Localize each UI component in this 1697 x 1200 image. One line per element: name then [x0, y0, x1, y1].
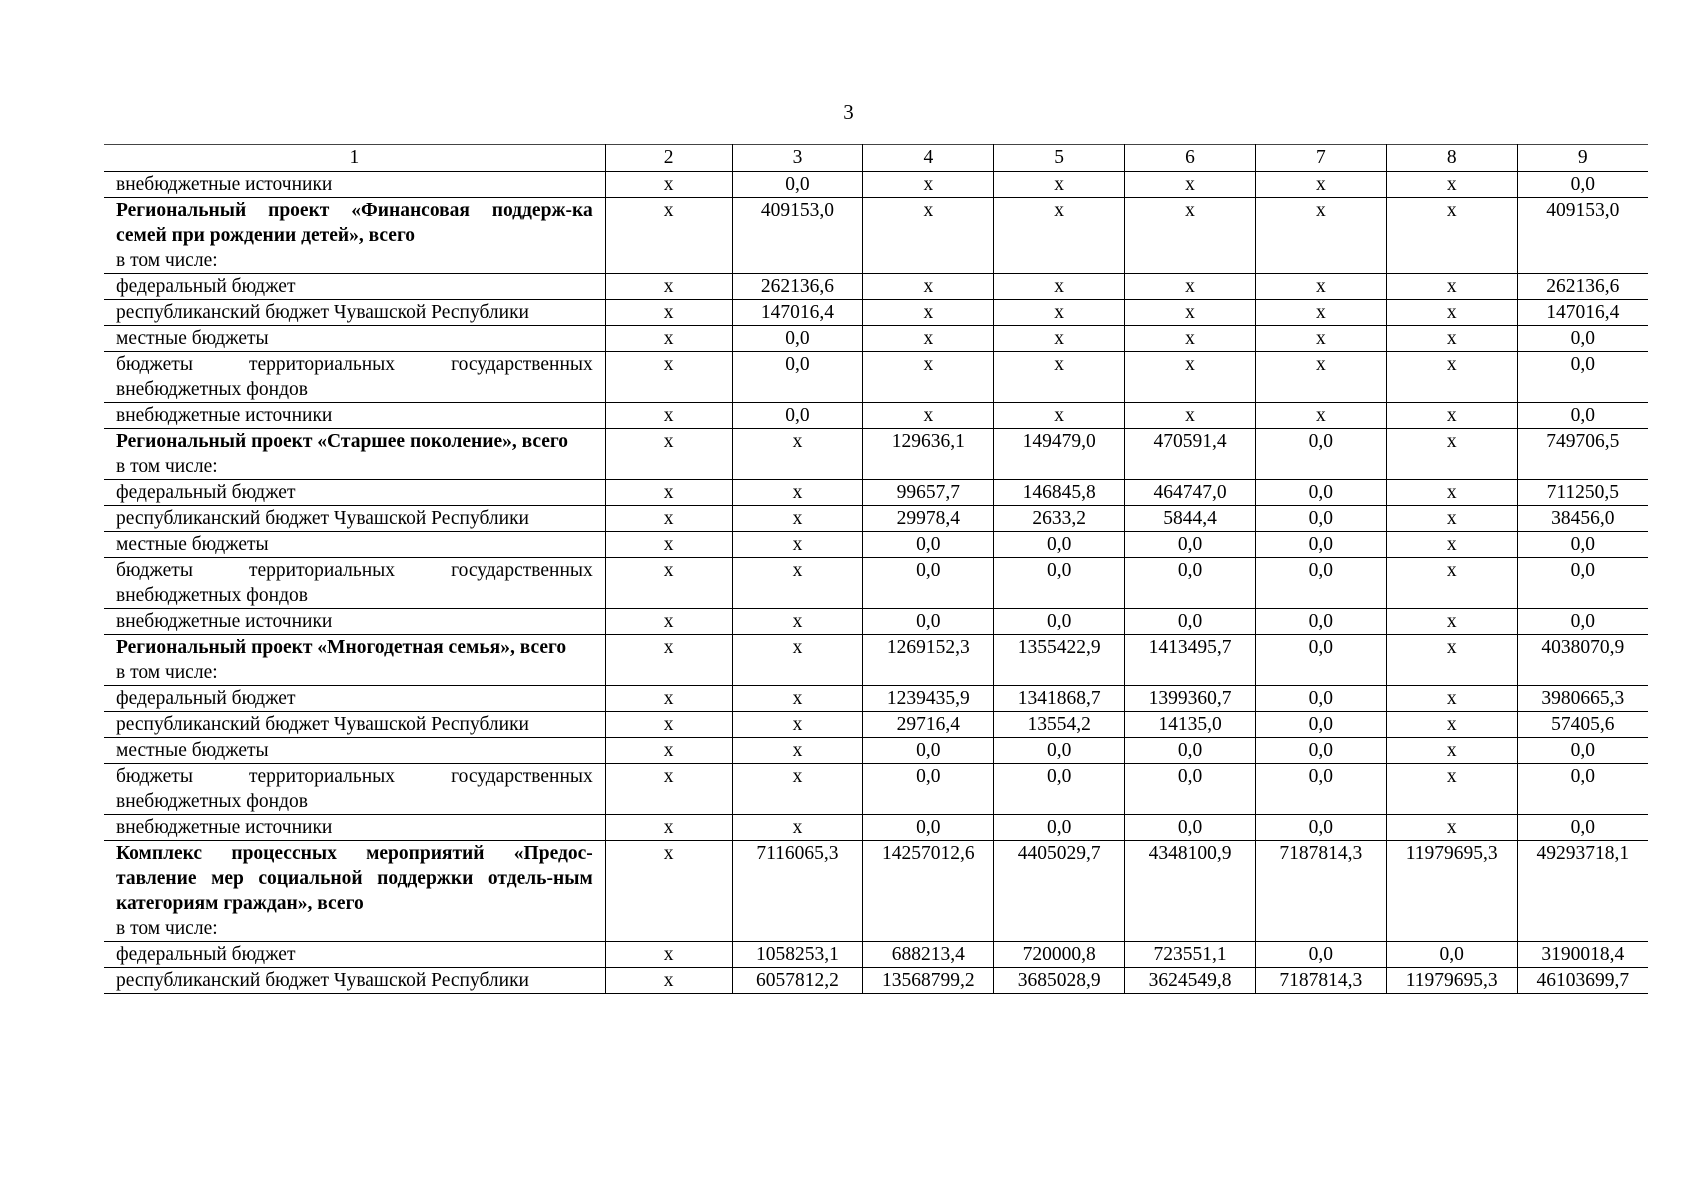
section-title-cell — [104, 198, 605, 274]
value-cell: х — [605, 172, 732, 198]
value-cell: 0,0 — [863, 558, 994, 609]
table-section-row — [104, 429, 1648, 480]
row-label-cell — [104, 942, 605, 968]
value-cell: 11979695,3 — [1386, 968, 1517, 994]
section-note: в том числе: — [116, 456, 218, 477]
value-cell: х — [605, 942, 732, 968]
value-cell: 749706,5 — [1517, 429, 1648, 480]
value-cell: 409153,0 — [732, 198, 863, 274]
column-number: 4 — [863, 145, 994, 172]
value-cell: х — [1255, 274, 1386, 300]
value-cell: 0,0 — [863, 815, 994, 841]
value-cell: х — [1255, 172, 1386, 198]
value-cell: х — [1255, 403, 1386, 429]
value-cell: х — [732, 480, 863, 506]
value-cell: х — [605, 352, 732, 403]
value-cell: х — [732, 738, 863, 764]
row-label-cell — [104, 403, 605, 429]
value-cell: 0,0 — [1517, 352, 1648, 403]
value-cell: х — [732, 635, 863, 686]
value-cell: 3190018,4 — [1517, 942, 1648, 968]
value-cell: 262136,6 — [732, 274, 863, 300]
value-cell: 149479,0 — [994, 429, 1125, 480]
value-cell: 11979695,3 — [1386, 841, 1517, 942]
value-cell: х — [605, 738, 732, 764]
value-cell: 1355422,9 — [994, 635, 1125, 686]
value-cell: х — [605, 815, 732, 841]
value-cell: 3685028,9 — [994, 968, 1125, 994]
column-number: 3 — [732, 145, 863, 172]
value-cell: х — [1255, 326, 1386, 352]
value-cell: 0,0 — [994, 764, 1125, 815]
value-cell: х — [732, 764, 863, 815]
row-label: федеральный бюджет — [116, 688, 296, 709]
row-label-cell — [104, 764, 605, 815]
value-cell: х — [1125, 172, 1256, 198]
section-title-cell — [104, 635, 605, 686]
value-cell: 0,0 — [1517, 609, 1648, 635]
value-cell: 0,0 — [732, 326, 863, 352]
row-label-cell — [104, 352, 605, 403]
value-cell: 0,0 — [1255, 764, 1386, 815]
value-cell: х — [605, 558, 732, 609]
value-cell: 0,0 — [994, 738, 1125, 764]
value-cell: 4038070,9 — [1517, 635, 1648, 686]
row-label-cell — [104, 326, 605, 352]
value-cell: 0,0 — [1255, 480, 1386, 506]
value-cell: 7187814,3 — [1255, 841, 1386, 942]
value-cell: х — [1255, 198, 1386, 274]
table-row — [104, 968, 1648, 994]
value-cell: 464747,0 — [1125, 480, 1256, 506]
value-cell: 0,0 — [1125, 815, 1256, 841]
table-row — [104, 712, 1648, 738]
value-cell: 0,0 — [994, 532, 1125, 558]
value-cell: 0,0 — [863, 609, 994, 635]
value-cell: 0,0 — [1255, 506, 1386, 532]
value-cell: х — [605, 968, 732, 994]
table-row — [104, 480, 1648, 506]
value-cell: х — [994, 198, 1125, 274]
value-cell: х — [605, 198, 732, 274]
table-row — [104, 403, 1648, 429]
value-cell: 2633,2 — [994, 506, 1125, 532]
value-cell: х — [605, 609, 732, 635]
value-cell: 129636,1 — [863, 429, 994, 480]
value-cell: 7116065,3 — [732, 841, 863, 942]
row-label: внебюджетные источники — [116, 611, 333, 632]
value-cell: 0,0 — [732, 172, 863, 198]
value-cell: 0,0 — [732, 403, 863, 429]
row-label: внебюджетные источники — [116, 174, 333, 195]
row-label: местные бюджеты — [116, 534, 269, 555]
value-cell: 7187814,3 — [1255, 968, 1386, 994]
value-cell: 1413495,7 — [1125, 635, 1256, 686]
value-cell: х — [1386, 686, 1517, 712]
column-number: 7 — [1255, 145, 1386, 172]
value-cell: х — [1255, 300, 1386, 326]
value-cell: 0,0 — [994, 609, 1125, 635]
table-row — [104, 686, 1648, 712]
section-title: Региональный проект «Многодетная семья», всего — [116, 637, 567, 658]
row-label: местные бюджеты — [116, 740, 269, 761]
value-cell: 49293718,1 — [1517, 841, 1648, 942]
row-label: бюджеты территориальных государственных внебюджетных фондов — [116, 560, 593, 606]
value-cell: 29716,4 — [863, 712, 994, 738]
value-cell: х — [1386, 198, 1517, 274]
row-label-cell — [104, 172, 605, 198]
value-cell: х — [1125, 352, 1256, 403]
value-cell: х — [732, 686, 863, 712]
column-number: 6 — [1125, 145, 1256, 172]
value-cell: 0,0 — [863, 764, 994, 815]
value-cell: 147016,4 — [1517, 300, 1648, 326]
section-title: Комплекс процессных мероприятий «Предос-тавление мер социальной поддержки отдель-ным категориям граждан», всего — [116, 843, 593, 914]
value-cell: 0,0 — [1125, 609, 1256, 635]
value-cell: 13568799,2 — [863, 968, 994, 994]
value-cell: 0,0 — [1386, 942, 1517, 968]
value-cell: х — [994, 352, 1125, 403]
value-cell: х — [605, 403, 732, 429]
value-cell: 1058253,1 — [732, 942, 863, 968]
row-label-cell — [104, 480, 605, 506]
value-cell: х — [1125, 198, 1256, 274]
value-cell: х — [1386, 274, 1517, 300]
value-cell: 0,0 — [1517, 764, 1648, 815]
value-cell: 723551,1 — [1125, 942, 1256, 968]
value-cell: 14135,0 — [1125, 712, 1256, 738]
value-cell: 0,0 — [1125, 558, 1256, 609]
value-cell: 0,0 — [994, 815, 1125, 841]
table-row — [104, 352, 1648, 403]
value-cell: х — [1386, 712, 1517, 738]
value-cell: х — [1386, 506, 1517, 532]
value-cell: 0,0 — [1517, 403, 1648, 429]
table-row — [104, 558, 1648, 609]
table-row — [104, 532, 1648, 558]
value-cell: х — [863, 172, 994, 198]
value-cell: х — [1125, 274, 1256, 300]
value-cell: 5844,4 — [1125, 506, 1256, 532]
value-cell: х — [1386, 532, 1517, 558]
row-label-cell — [104, 712, 605, 738]
row-label: федеральный бюджет — [116, 482, 296, 503]
value-cell: х — [1125, 326, 1256, 352]
value-cell: х — [1386, 764, 1517, 815]
value-cell: 0,0 — [1255, 609, 1386, 635]
value-cell: х — [732, 532, 863, 558]
value-cell: 146845,8 — [994, 480, 1125, 506]
value-cell: 38456,0 — [1517, 506, 1648, 532]
row-label: федеральный бюджет — [116, 944, 296, 965]
value-cell: х — [863, 274, 994, 300]
row-label: внебюджетные источники — [116, 817, 333, 838]
value-cell: х — [1386, 635, 1517, 686]
row-label: республиканский бюджет Чувашской Республики — [116, 714, 529, 735]
value-cell: 1399360,7 — [1125, 686, 1256, 712]
value-cell: х — [605, 274, 732, 300]
value-cell: 4405029,7 — [994, 841, 1125, 942]
value-cell: х — [605, 506, 732, 532]
row-label-cell — [104, 815, 605, 841]
column-number-row — [104, 145, 1648, 172]
section-note: в том числе: — [116, 662, 218, 683]
row-label: местные бюджеты — [116, 328, 269, 349]
section-title: Региональный проект «Старшее поколение», всего — [116, 431, 569, 452]
section-note: в том числе: — [116, 918, 218, 939]
value-cell: 0,0 — [1517, 172, 1648, 198]
table-row — [104, 609, 1648, 635]
section-title-cell — [104, 429, 605, 480]
row-label-cell — [104, 609, 605, 635]
value-cell: 29978,4 — [863, 506, 994, 532]
value-cell: 0,0 — [994, 558, 1125, 609]
table-section-row — [104, 198, 1648, 274]
value-cell: х — [994, 326, 1125, 352]
table-section-row — [104, 635, 1648, 686]
value-cell: 3980665,3 — [1517, 686, 1648, 712]
value-cell: 0,0 — [1255, 686, 1386, 712]
column-number: 9 — [1517, 145, 1648, 172]
value-cell: х — [1386, 738, 1517, 764]
row-label: республиканский бюджет Чувашской Республики — [116, 508, 529, 529]
value-cell: х — [863, 403, 994, 429]
section-title-cell — [104, 841, 605, 942]
value-cell: 0,0 — [1517, 815, 1648, 841]
table-row — [104, 300, 1648, 326]
value-cell: х — [605, 686, 732, 712]
value-cell: 0,0 — [1255, 942, 1386, 968]
value-cell: х — [605, 300, 732, 326]
value-cell: 14257012,6 — [863, 841, 994, 942]
value-cell: 1239435,9 — [863, 686, 994, 712]
value-cell: 13554,2 — [994, 712, 1125, 738]
table-row — [104, 738, 1648, 764]
table-row — [104, 506, 1648, 532]
value-cell: х — [605, 712, 732, 738]
row-label-cell — [104, 968, 605, 994]
table-row — [104, 172, 1648, 198]
value-cell: 0,0 — [1255, 558, 1386, 609]
value-cell: х — [994, 403, 1125, 429]
value-cell: х — [1125, 300, 1256, 326]
row-label: федеральный бюджет — [116, 276, 296, 297]
row-label-cell — [104, 738, 605, 764]
value-cell: 0,0 — [732, 352, 863, 403]
row-label-cell — [104, 274, 605, 300]
value-cell: 262136,6 — [1517, 274, 1648, 300]
value-cell: х — [732, 815, 863, 841]
value-cell: х — [605, 326, 732, 352]
table-row — [104, 815, 1648, 841]
value-cell: 0,0 — [1255, 532, 1386, 558]
value-cell: 1269152,3 — [863, 635, 994, 686]
value-cell: х — [732, 429, 863, 480]
value-cell: х — [863, 352, 994, 403]
value-cell: 57405,6 — [1517, 712, 1648, 738]
column-number: 2 — [605, 145, 732, 172]
value-cell: х — [1386, 429, 1517, 480]
column-number: 5 — [994, 145, 1125, 172]
value-cell: х — [1386, 172, 1517, 198]
table-row — [104, 274, 1648, 300]
value-cell: 688213,4 — [863, 942, 994, 968]
value-cell: х — [732, 506, 863, 532]
value-cell: х — [732, 609, 863, 635]
value-cell: х — [605, 532, 732, 558]
value-cell: х — [605, 429, 732, 480]
table-row — [104, 942, 1648, 968]
value-cell: 409153,0 — [1517, 198, 1648, 274]
value-cell: 6057812,2 — [732, 968, 863, 994]
row-label-cell — [104, 532, 605, 558]
value-cell: 711250,5 — [1517, 480, 1648, 506]
value-cell: 0,0 — [1255, 635, 1386, 686]
value-cell: 4348100,9 — [1125, 841, 1256, 942]
value-cell: 0,0 — [863, 738, 994, 764]
value-cell: х — [1125, 403, 1256, 429]
table-section-row — [104, 841, 1648, 942]
value-cell: х — [1386, 352, 1517, 403]
column-number: 8 — [1386, 145, 1517, 172]
table-row — [104, 326, 1648, 352]
value-cell: 0,0 — [1517, 326, 1648, 352]
value-cell: 0,0 — [1255, 815, 1386, 841]
value-cell: 0,0 — [1517, 558, 1648, 609]
value-cell: х — [863, 300, 994, 326]
column-number: 1 — [104, 145, 605, 172]
value-cell: 0,0 — [1517, 532, 1648, 558]
value-cell: х — [994, 300, 1125, 326]
row-label: республиканский бюджет Чувашской Республики — [116, 302, 529, 323]
row-label-cell — [104, 558, 605, 609]
value-cell: 0,0 — [1125, 532, 1256, 558]
row-label: бюджеты территориальных государственных внебюджетных фондов — [116, 354, 593, 400]
value-cell: х — [1386, 558, 1517, 609]
value-cell: х — [863, 326, 994, 352]
value-cell: 0,0 — [1125, 738, 1256, 764]
value-cell: х — [994, 274, 1125, 300]
row-label: внебюджетные источники — [116, 405, 333, 426]
value-cell: 0,0 — [1255, 738, 1386, 764]
value-cell: 46103699,7 — [1517, 968, 1648, 994]
value-cell: х — [605, 480, 732, 506]
value-cell: х — [732, 712, 863, 738]
value-cell: х — [1386, 403, 1517, 429]
value-cell: х — [605, 635, 732, 686]
value-cell: 0,0 — [1255, 712, 1386, 738]
value-cell: х — [1386, 326, 1517, 352]
value-cell: х — [994, 172, 1125, 198]
value-cell: х — [1255, 352, 1386, 403]
section-note: в том числе: — [116, 250, 218, 271]
budget-table-body — [104, 145, 1648, 994]
row-label-cell — [104, 300, 605, 326]
value-cell: 0,0 — [863, 532, 994, 558]
value-cell: 147016,4 — [732, 300, 863, 326]
value-cell: х — [732, 558, 863, 609]
value-cell: 99657,7 — [863, 480, 994, 506]
row-label: республиканский бюджет Чувашской Республики — [116, 970, 529, 991]
value-cell: 0,0 — [1125, 764, 1256, 815]
value-cell: х — [1386, 609, 1517, 635]
row-label-cell — [104, 506, 605, 532]
section-title: Региональный проект «Финансовая поддерж-ка семей при рождении детей», всего — [116, 200, 593, 246]
value-cell: х — [1386, 300, 1517, 326]
value-cell: 470591,4 — [1125, 429, 1256, 480]
value-cell: х — [863, 198, 994, 274]
row-label: бюджеты территориальных государственных внебюджетных фондов — [116, 766, 593, 812]
value-cell: х — [605, 764, 732, 815]
value-cell: 0,0 — [1255, 429, 1386, 480]
value-cell: 1341868,7 — [994, 686, 1125, 712]
value-cell: х — [1386, 480, 1517, 506]
value-cell: х — [605, 841, 732, 942]
page-number: 3 — [843, 100, 854, 124]
value-cell: 3624549,8 — [1125, 968, 1256, 994]
value-cell: 720000,8 — [994, 942, 1125, 968]
budget-table — [104, 144, 1648, 994]
row-label-cell — [104, 686, 605, 712]
value-cell: х — [1386, 815, 1517, 841]
value-cell: 0,0 — [1517, 738, 1648, 764]
table-row — [104, 764, 1648, 815]
